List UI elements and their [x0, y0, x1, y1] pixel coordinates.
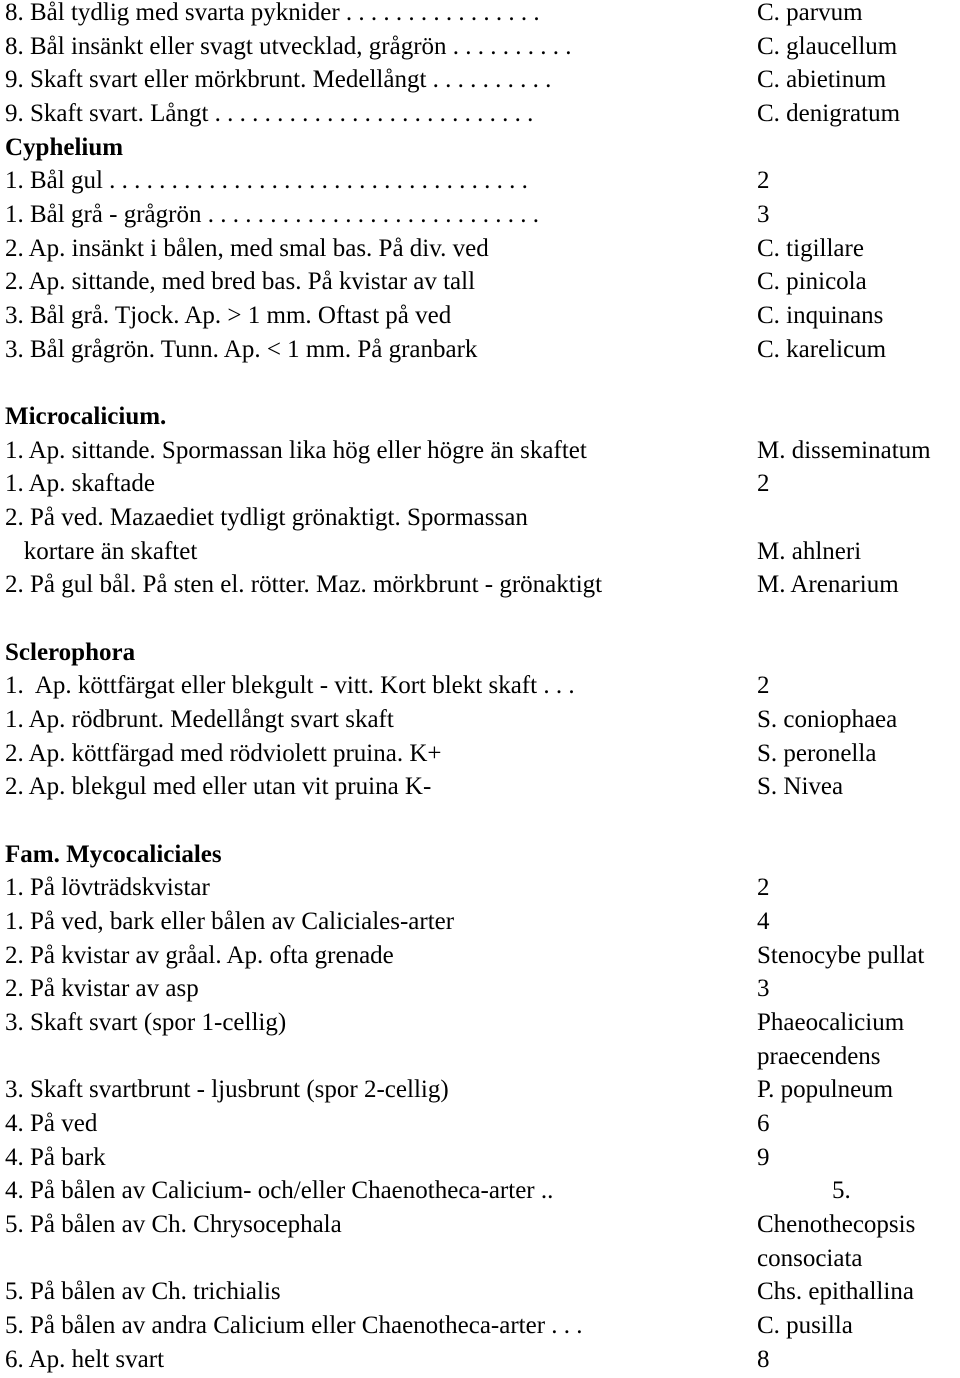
key-row [0, 770, 960, 804]
key-result: Phaeocalicium [757, 1009, 905, 1036]
key-row [0, 568, 960, 602]
section-heading [0, 636, 960, 670]
key-text: 1. Ap. köttfärgat eller blekgult - vitt. Kort blekt skaft . . . [5, 672, 575, 699]
key-text: 2. På kvistar av asp [5, 975, 199, 1002]
key-row [0, 30, 960, 64]
key-row [0, 63, 960, 97]
section-title: Microcalicium. [5, 403, 167, 430]
key-row [0, 97, 960, 131]
key-text: 2. Ap. sittande, med bred bas. På kvistar av tall [5, 268, 476, 295]
key-result: 9 [757, 1144, 770, 1171]
key-result: C. tigillare [757, 235, 864, 262]
key-result: 6 [757, 1110, 770, 1137]
key-result: C. pinicola [757, 268, 867, 295]
key-text: 9. Skaft svart eller mörkbrunt. Medellångt . . . . . . . . . . [5, 66, 552, 93]
key-text: 3. Bål grågrön. Tunn. Ap. < 1 mm. På granbark [5, 336, 478, 363]
key-row [0, 198, 960, 232]
key-text: 8. Bål insänkt eller svagt utvecklad, grågrön . . . . . . . . . . [5, 33, 572, 60]
key-text: 2. På kvistar av gråal. Ap. ofta grenade [5, 942, 394, 969]
key-row [0, 1040, 960, 1074]
key-text: 8. Bål tydlig med svarta pyknider . . . . . . . . . . . . . . . . [5, 0, 540, 26]
key-result: C. karelicum [757, 336, 887, 363]
section-heading [0, 131, 960, 165]
section-heading [0, 838, 960, 872]
key-result: praecendens [757, 1043, 881, 1070]
key-result: Chs. epithallina [757, 1278, 914, 1305]
key-row [0, 737, 960, 771]
key-text: 1. Ap. sittande. Spormassan lika hög eller högre än skaftet [5, 437, 587, 464]
key-result: Chenothecopsis [757, 1211, 916, 1238]
key-result: 5. [832, 1177, 851, 1204]
key-row [0, 265, 960, 299]
key-result: 8 [757, 1346, 770, 1373]
key-row [0, 871, 960, 905]
section-title: Sclerophora [5, 639, 136, 666]
key-row [0, 939, 960, 973]
key-row [0, 0, 960, 30]
key-row [0, 333, 960, 367]
key-result: 2 [757, 167, 770, 194]
key-row [0, 1343, 960, 1377]
key-result: C. denigratum [757, 100, 901, 127]
key-row [0, 1073, 960, 1107]
key-text: 5. På bålen av Ch. trichialis [5, 1278, 281, 1305]
key-result: 3 [757, 975, 770, 1002]
key-row [0, 1242, 960, 1276]
section-heading [0, 400, 960, 434]
key-result: M. disseminatum [757, 437, 931, 464]
key-row [0, 905, 960, 939]
key-result: 4 [757, 908, 770, 935]
key-row [0, 467, 960, 501]
key-row [0, 299, 960, 333]
key-text: 5. På bålen av Ch. Chrysocephala [5, 1211, 342, 1238]
key-result: consociata [757, 1245, 863, 1272]
key-result: C. pusilla [757, 1312, 853, 1339]
key-result: S. Nivea [757, 773, 844, 800]
key-text: 1. Bål grå - grågrön . . . . . . . . . . . . . . . . . . . . . . . . . . . [5, 201, 539, 228]
key-result: 2 [757, 470, 770, 497]
key-text: 4. På bålen av Calicium- och/eller Chaenotheca-arter .. [5, 1177, 554, 1204]
section-title: Fam. Mycocaliciales [5, 841, 222, 868]
key-row [0, 1309, 960, 1343]
key-text: 5. På bålen av andra Calicium eller Chaenotheca-arter . . . [5, 1312, 583, 1339]
key-row [0, 164, 960, 198]
key-result: M. ahlneri [757, 538, 862, 565]
key-text: kortare än skaftet [5, 538, 198, 565]
key-text: 1. Bål gul . . . . . . . . . . . . . . . . . . . . . . . . . . . . . . . . . . [5, 167, 528, 194]
key-result: 3 [757, 201, 770, 228]
key-text: 4. På ved [5, 1110, 98, 1137]
key-result: C. inquinans [757, 302, 884, 329]
key-row [0, 1006, 960, 1040]
key-text: 4. På bark [5, 1144, 106, 1171]
key-text: 2. Ap. insänkt i bålen, med smal bas. På div. ved [5, 235, 489, 262]
key-text: 2. Ap. blekgul med eller utan vit pruina K- [5, 773, 432, 800]
key-result: C. parvum [757, 0, 863, 26]
key-text: 3. Skaft svart (spor 1-cellig) [5, 1009, 287, 1036]
key-row [0, 1141, 960, 1175]
key-row [0, 232, 960, 266]
key-row [0, 972, 960, 1006]
key-result: 2 [757, 672, 770, 699]
key-text: 3. Bål grå. Tjock. Ap. > 1 mm. Oftast på ved [5, 302, 452, 329]
key-row [0, 1107, 960, 1141]
key-result: 2 [757, 874, 770, 901]
key-row [0, 669, 960, 703]
key-result: C. glaucellum [757, 33, 898, 60]
key-result: P. populneum [757, 1076, 894, 1103]
key-row [0, 501, 960, 535]
key-row [0, 535, 960, 569]
section-title: Cyphelium [5, 134, 124, 161]
key-text: 9. Skaft svart. Långt . . . . . . . . . . . . . . . . . . . . . . . . . . [5, 100, 534, 127]
key-text: 2. På gul bål. På sten el. rötter. Maz. mörkbrunt - grönaktigt [5, 571, 603, 598]
key-text: 1. Ap. rödbrunt. Medellångt svart skaft [5, 706, 394, 733]
key-text: 2. På ved. Mazaediet tydligt grönaktigt. Spormassan [5, 504, 528, 531]
key-text: 1. På ved, bark eller bålen av Caliciales-arter [5, 908, 455, 935]
key-result: S. coniophaea [757, 706, 898, 733]
key-text: 6. Ap. helt svart [5, 1346, 165, 1373]
key-row [0, 1208, 960, 1242]
key-text: 1. Ap. skaftade [5, 470, 155, 497]
key-text: 1. På lövträdskvistar [5, 874, 210, 901]
key-result: Stenocybe pullat [757, 942, 925, 969]
key-row [0, 434, 960, 468]
key-row [0, 1275, 960, 1309]
key-result: C. abietinum [757, 66, 887, 93]
key-result: M. Arenarium [757, 571, 899, 598]
key-row [0, 1174, 960, 1208]
key-text: 2. Ap. köttfärgad med rödviolett pruina. K+ [5, 740, 442, 767]
key-result: S. peronella [757, 740, 877, 767]
key-text: 3. Skaft svartbrunt - ljusbrunt (spor 2-cellig) [5, 1076, 449, 1103]
key-row [0, 703, 960, 737]
